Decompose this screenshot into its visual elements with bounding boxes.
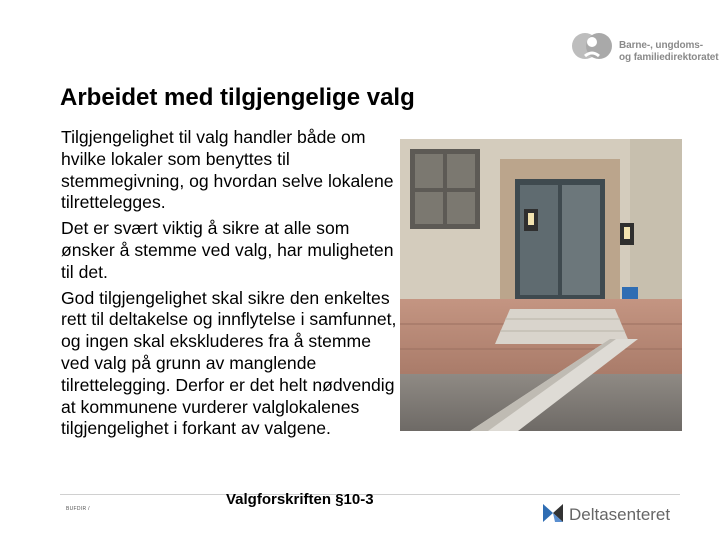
deltasenteret-wordmark: Deltasenteret: [569, 505, 671, 524]
footer-small-text: BUFDIR /: [66, 506, 90, 512]
delta-logo-mark-icon: [541, 502, 565, 524]
slide-body: [61, 127, 401, 444]
footer-citation: Valgforskriften §10-3: [226, 491, 374, 508]
paragraph-3: God tilgjengelighet skal sikre den enkeltes rett til deltakelse og innflytelse i samfunnet, og ingen skal ekskluderes fra å stemme ved valg på grunn av manglende tilrettelegging. Derfor er det helt nødvendig at kommunene vurderer valglokalenes tilgjengelighet i forkant av valgene.: [61, 287, 397, 439]
photo-building-entrance-ramp: [400, 139, 682, 431]
entrance-photo-illustration: [400, 139, 682, 431]
deltasenteret-logo: [541, 500, 691, 528]
slide-title: Arbeidet med tilgjengelige valg: [60, 84, 415, 111]
paragraph-1: Tilgjengelighet til valg handler både om hvilke lokaler som benyttes til stemmegivning, og hvordan selve lokalene tilrettelegges.: [61, 127, 394, 213]
bufdir-logo-line1: Barne-, ungdoms-: [619, 40, 703, 51]
bufdir-logo-line2: og familiedirektoratet: [619, 52, 719, 63]
paragraph-2: Det er svært viktig å sikre at alle som ønsker å stemme ved valg, har muligheten til det.: [61, 218, 394, 282]
bufdir-logo: [571, 28, 719, 66]
bufdir-logo-mark-icon: [571, 30, 613, 62]
